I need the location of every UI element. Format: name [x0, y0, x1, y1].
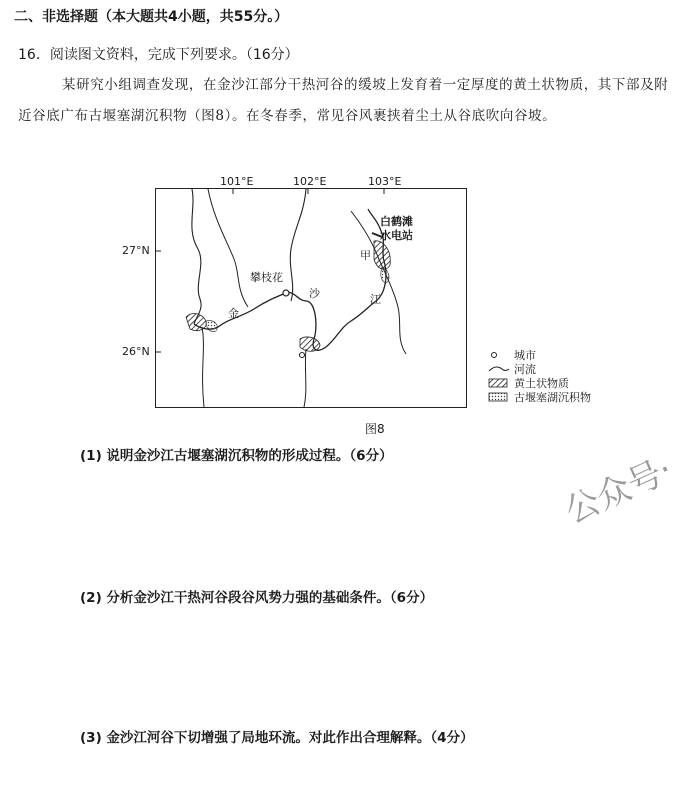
lon-label-102: 102°E: [293, 175, 327, 188]
question-paragraph: 某研究小组调查发现，在金沙江部分干热河谷的缓坡上发育着一定厚度的黄土状物质，其下部及附近谷底广布古堰塞湖沉积物（图8）。在冬春季，常见谷风裹挟着尘土从谷底吹向谷坡。: [18, 77, 669, 124]
question-title: 16．阅读图文资料，完成下列要求。（16分）: [18, 47, 299, 63]
lat-label-27: 27°N: [122, 244, 150, 257]
watermark: 公众号·: [559, 449, 679, 532]
jia-label: 甲: [360, 249, 371, 262]
legend-river-label: 河流: [514, 363, 536, 376]
jinsha-river: [194, 209, 386, 350]
tributary-west-2: [208, 189, 248, 307]
river-label-jiang: 江: [370, 293, 381, 306]
figure-caption: 图8: [365, 422, 385, 436]
tributary-south: [304, 349, 306, 407]
loess-deposit-west: [186, 314, 206, 331]
tributary-southwest: [202, 327, 204, 407]
lake-sediment-west: [206, 321, 217, 332]
map-figure: [122, 175, 467, 408]
city-marker-south: [300, 353, 305, 358]
lat-label-26: 26°N: [122, 345, 150, 358]
legend-lake-label: 古堰塞湖沉积物: [514, 391, 591, 404]
sub-question-1: (1) 说明金沙江古堰塞湖沉积物的形成过程。（6分）: [80, 448, 393, 464]
legend-loess-label: 黄土状物质: [514, 377, 569, 390]
sub-question-3: (3) 金沙江河谷下切增强了局地环流。对此作出合理解释。（4分）: [80, 730, 474, 746]
river-label-sha: 沙: [309, 287, 320, 300]
sub-question-2: (2) 分析金沙江干热河谷段谷风势力强的基础条件。（6分）: [80, 590, 434, 606]
legend-river: [488, 362, 591, 376]
river-label-jin: 金: [228, 307, 239, 320]
tributary-west: [192, 189, 201, 324]
lon-label-103: 103°E: [368, 175, 402, 188]
city-marker-panzhihua: [283, 290, 289, 296]
station-label-line1: 白鹤滩: [380, 215, 413, 228]
city-label: 攀枝花: [250, 271, 283, 284]
section-heading: 二、非选择题（本大题共4小题，共55分。）: [14, 9, 289, 25]
map-legend: [488, 348, 591, 404]
legend-city: [488, 348, 591, 362]
station-label-line2: 水电站: [380, 229, 413, 242]
legend-lake: [488, 390, 591, 404]
loess-deposit-east: [374, 241, 390, 270]
legend-city-label: 城市: [514, 349, 536, 362]
lake-sediment-east: [381, 267, 389, 283]
loess-deposit-south: [300, 337, 320, 351]
lon-label-101: 101°E: [220, 175, 254, 188]
tributary-middle: [290, 189, 306, 301]
legend-loess: [488, 376, 591, 390]
